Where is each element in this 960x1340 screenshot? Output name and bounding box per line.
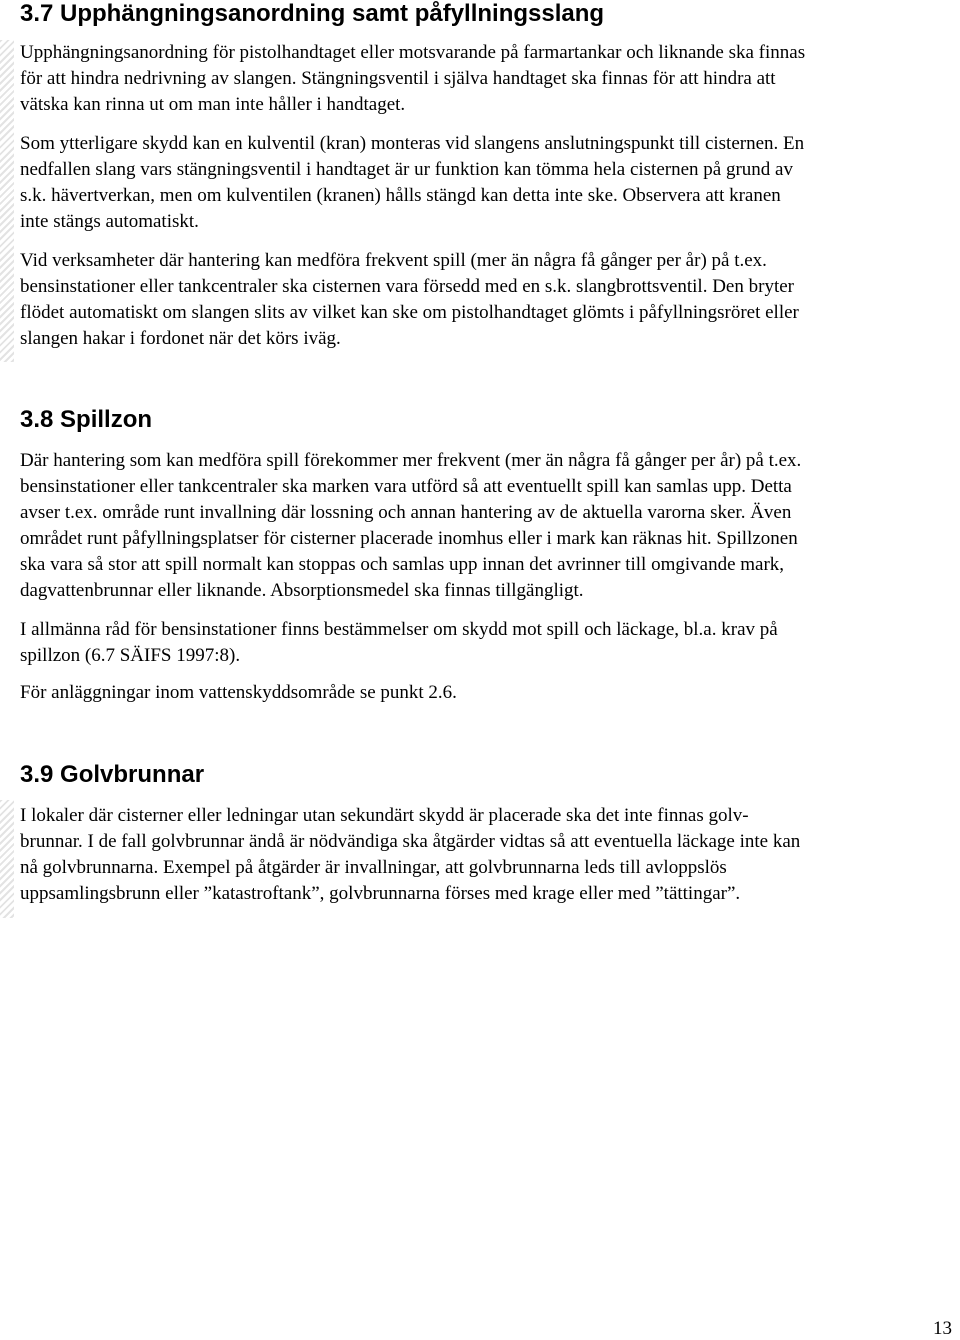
text-line: ska vara så stor att spill normalt kan stoppas och samlas upp innan det avrinner till omgivande mark, <box>20 554 785 575</box>
text-line: området runt påfyllningsplatser för cisterner placerade inomhus eller i mark kan räknas hit. Spillzonen <box>20 528 798 549</box>
paragraph <box>20 131 958 235</box>
text-line: För anläggningar inom vattenskyddsområde se punkt 2.6. <box>20 682 457 703</box>
text-line: I lokaler där cisterner eller ledningar utan sekundärt skydd är placerade ska det inte finnas golv- <box>20 805 749 826</box>
paragraph <box>20 448 958 604</box>
page-number: 13 <box>933 1318 952 1339</box>
paragraph <box>20 803 958 907</box>
text-line: Som ytterligare skydd kan en kulventil (kran) monteras vid slangens anslutningspunkt till cisternen. En <box>20 133 805 154</box>
text-line: Vid verksamheter där hantering kan medföra frekvent spill (mer än några få gånger per år) på t.ex. <box>20 250 767 271</box>
text-line: bensinstationer eller tankcentraler ska marken vara utförd så att eventuellt spill kan samlas upp. Detta <box>20 476 792 497</box>
text-line: I allmänna råd för bensinstationer finns bestämmelser om skydd mot spill och läckage, bl.a. krav på <box>20 619 778 640</box>
text-line: s.k. hävertverkan, men om kulventilen (kranen) hålls stängd kan detta inte ske. Observera att kranen <box>20 185 781 206</box>
text-line: brunnar. I de fall golvbrunnar ändå är nödvändiga ska åtgärder vidtas så att eventuella läckage inte kan <box>20 831 801 852</box>
section-heading: 3.9 Golvbrunnar <box>20 761 205 788</box>
text-line: slangen hakar i fordonet när det körs iväg. <box>20 328 341 349</box>
text-line: spillzon (6.7 SÄIFS 1997:8). <box>20 645 241 666</box>
revision-change-bar <box>0 40 14 362</box>
text-line: Där hantering som kan medföra spill förekommer mer frekvent (mer än några få gånger per år) på t.ex. <box>20 450 802 471</box>
text-line: bensinstationer eller tankcentraler ska cisternen vara försedd med en s.k. slangbrottsventil. Den bryter <box>20 276 794 297</box>
section-heading: 3.8 Spillzon <box>20 406 153 433</box>
text-line: dagvattenbrunnar eller liknande. Absorptionsmedel ska finnas tillgängligt. <box>20 580 584 601</box>
paragraph <box>20 248 958 352</box>
text-line: flödet automatiskt om slangen slits av vilket kan ske om pistolhandtaget glömts i påfyllningsröret eller <box>20 302 799 323</box>
text-line: Upphängningsanordning för pistolhandtaget eller motsvarande på farmartankar och liknande ska finnas <box>20 42 806 63</box>
text-line: vätska kan rinna ut om man inte håller i handtaget. <box>20 94 406 115</box>
text-line: nå golvbrunnarna. Exempel på åtgärder är invallningar, att golvbrunnarna leds till avloppslös <box>20 857 727 878</box>
text-line: avser t.ex. område runt invallning där lossning och annan hantering av de aktuella varorna sker. Även <box>20 502 792 523</box>
text-line: för att hindra nedrivning av slangen. Stängningsventil i själva handtaget ska finnas för att hindra att <box>20 68 776 89</box>
text-line: nedfallen slang vars stängningsventil i handtaget är ur funktion kan tömma hela cisternen på grund av <box>20 159 793 180</box>
text-line: uppsamlingsbrunn eller ”katastroftank”, golvbrunnarna förses med krage eller med ”tättingar”. <box>20 883 741 904</box>
paragraph <box>20 40 958 118</box>
paragraph <box>20 680 958 706</box>
paragraph <box>20 617 958 669</box>
revision-change-bar <box>0 800 14 918</box>
section-heading: 3.7 Upphängningsanordning samt påfyllningsslang <box>20 0 605 27</box>
text-line: inte stängs automatiskt. <box>20 211 199 232</box>
